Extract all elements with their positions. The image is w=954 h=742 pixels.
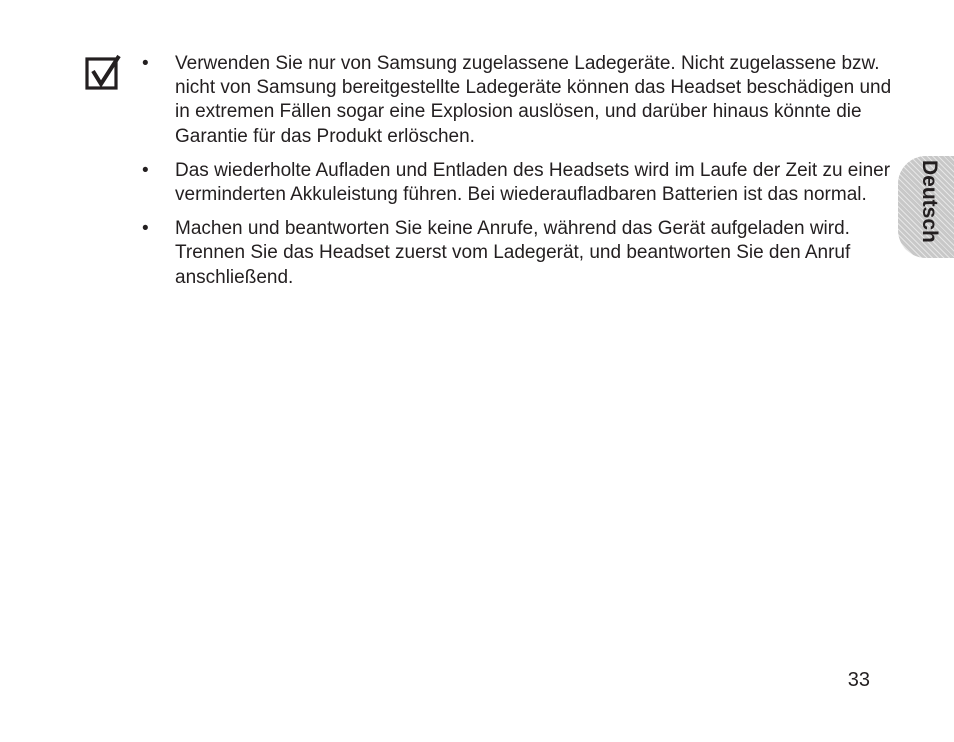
checkbox-checked-icon bbox=[85, 54, 121, 90]
list-item bbox=[140, 52, 900, 149]
language-tab-label: Deutsch bbox=[918, 160, 941, 243]
list-item bbox=[140, 217, 900, 290]
bullet: • bbox=[142, 53, 149, 74]
list-item-text: Verwenden Sie nur von Samsung zugelassene Ladegeräte. Nicht zugelassene bzw. nicht von Samsung bereitgestellte Ladegeräte können das Headset beschädigen und in extremen Fällen sogar eine Explosion auslösen, und darüber hinaus könnte die Garantie für das Produkt erlöschen. bbox=[175, 53, 892, 147]
page-number: 33 bbox=[847, 669, 870, 691]
bullet: • bbox=[142, 159, 149, 181]
list-item-text: Das wiederholte Aufladen und Entladen des Headsets wird im Laufe der Zeit zu einer verminderten Akkuleistung führen. Bei wiederaufladbaren Batterien ist das normal. bbox=[175, 159, 891, 206]
list-item bbox=[140, 159, 900, 207]
list-item-text: Machen und beantworten Sie keine Anrufe, während das Gerät aufgeladen wird. Trennen Sie das Headset zuerst vom Ladegerät, und beantworten Sie den Anruf anschließend. bbox=[175, 218, 851, 288]
bullet: • bbox=[142, 218, 149, 240]
note-list bbox=[140, 52, 900, 300]
